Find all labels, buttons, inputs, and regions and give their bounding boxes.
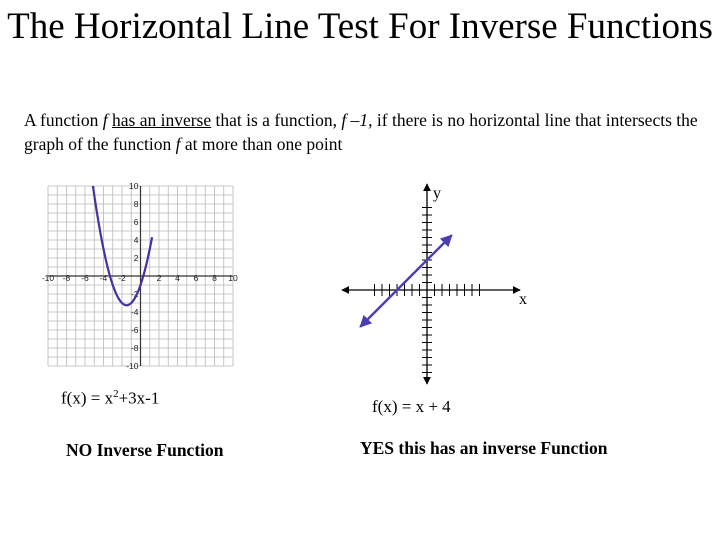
y-tick-label: -4 — [130, 307, 139, 317]
quadratic-function-caption — [61, 388, 159, 409]
x-tick-label: -4 — [99, 273, 108, 283]
caption-exponent: 2 — [113, 388, 119, 400]
linear-function-line — [360, 235, 452, 327]
statement-part: A function — [24, 110, 103, 130]
y-tick-label: 8 — [133, 199, 139, 209]
statement-part: that is a function, — [211, 110, 342, 130]
page-title: The Horizontal Line Test For Inverse Functions — [7, 6, 713, 47]
no-inverse-verdict: NO Inverse Function — [66, 440, 224, 460]
caption-text: +3x-1 — [118, 388, 160, 408]
statement-part: , if there is no horizontal line that intersects the graph of the function — [24, 110, 698, 154]
x-tick-label: 4 — [175, 273, 180, 283]
y-tick-label: 6 — [133, 217, 139, 227]
x-tick-label: 8 — [212, 273, 217, 283]
y-tick-label: 10 — [129, 181, 139, 191]
x-tick-label: 2 — [156, 273, 162, 283]
x-tick-label: 10 — [228, 273, 238, 283]
y-tick-label: -6 — [130, 325, 139, 335]
statement-part: at more than one point — [180, 134, 343, 154]
x-tick-label: 6 — [193, 273, 199, 283]
y-tick-label: -10 — [126, 361, 139, 370]
y-axis-label: y — [433, 185, 441, 202]
quadratic-graph — [38, 178, 248, 370]
inverse-function-symbol: f –1 — [341, 110, 369, 130]
linear-function-caption: f(x) = x + 4 — [372, 397, 451, 416]
x-axis-label: x — [519, 291, 527, 308]
caption-text: f(x) = x — [61, 388, 114, 408]
y-tick-label: -2 — [130, 289, 139, 299]
x-tick-label: -10 — [41, 273, 55, 283]
y-tick-label: 2 — [133, 253, 139, 263]
yes-inverse-verdict: YES this has an inverse Function — [360, 438, 608, 458]
function-symbol: f — [175, 134, 181, 154]
y-tick-label: 4 — [133, 235, 139, 245]
x-tick-label: -2 — [118, 273, 126, 283]
statement-text — [24, 108, 704, 156]
function-symbol: f — [102, 110, 108, 130]
x-tick-label: -8 — [62, 273, 71, 283]
parabola-curve — [83, 178, 152, 305]
x-tick-label: -6 — [81, 273, 89, 283]
underlined-phrase: has an inverse — [112, 110, 212, 130]
y-tick-label: -8 — [130, 343, 139, 353]
linear-graph — [330, 178, 540, 388]
